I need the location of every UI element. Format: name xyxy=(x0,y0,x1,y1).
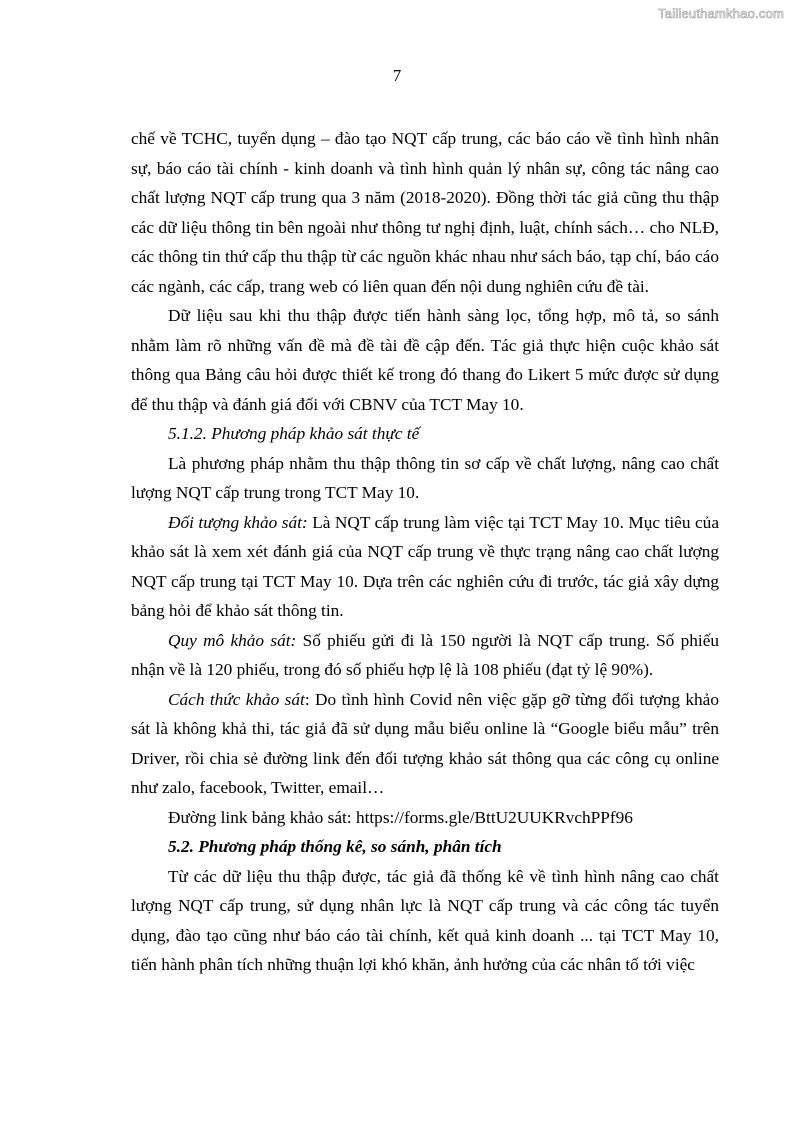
page-number: 7 xyxy=(392,66,402,85)
section-heading-5-1-2: 5.1.2. Phương pháp khảo sát thực tế xyxy=(168,424,420,443)
paragraph-survey-approach xyxy=(131,685,719,803)
survey-approach-label: Cách thức khảo sát xyxy=(168,689,305,709)
survey-subject-text: Là NQT cấp trung làm việc tại TCT May 10. Mục tiêu của khảo sát là xem xét đánh giá của NQT cấp trung về thực trạng nâng cao chất lượng NQT cấp trung tại TCT May 10. Dựa trên các nghiên cứu đi trước, tác giả xây dựng bảng hỏi để khảo sát thông tin. xyxy=(131,512,719,620)
survey-link-label: Đường link bảng khảo sát: xyxy=(168,807,356,827)
survey-approach-text: : Do tình hình Covid nên việc gặp gỡ từng đối tượng khảo sát là không khả thi, tác giả đã sử dụng mẫu biểu online là “Google biểu mẫu” trên Driver, rồi chia sẻ đường link đến đối tượng khảo sát thông qua các công cụ online như zalo, facebook, Twitter, email… xyxy=(131,689,719,797)
paragraph-survey-link xyxy=(131,803,719,833)
survey-scale-label: Quy mô khảo sát: xyxy=(168,630,297,650)
paragraph-survey-method: Là phương pháp nhằm thu thập thông tin sơ cấp về chất lượng, nâng cao chất lượng NQT cấp trung trong TCT May 10. xyxy=(131,453,719,502)
paragraph-survey-scale xyxy=(131,626,719,685)
watermark: Tailieuthamkhao.com xyxy=(658,6,784,21)
section-heading-5-2: 5.2. Phương pháp thống kê, so sánh, phân tích xyxy=(168,837,502,856)
paragraph-continuation: chế về TCHC, tuyển dụng – đào tạo NQT cấp trung, các báo cáo về tình hình nhân sự, báo cáo tài chính - kinh doanh và tình hình quản lý nhân sự, công tác nâng cao chất lượng NQT cấp trung qua 3 năm (2018-2020). Đồng thời tác giả cũng thu thập các dữ liệu thông tin bên ngoài như thông tư nghị định, luật, chính sách… cho NLĐ, các thông tin thứ cấp thu thập từ các nguồn khác nhau như sách báo, tạp chí, báo cáo các ngành, các cấp, trang web có liên quan đến nội dung nghiên cứu đề tài. xyxy=(131,129,719,296)
paragraph-data-processing: Dữ liệu sau khi thu thập được tiến hành sàng lọc, tổng hợp, mô tả, so sánh nhằm làm rõ những vấn đề mà đề tài đề cập đến. Tác giả thực hiện cuộc khảo sát thông qua Bảng câu hỏi được thiết kế trong đó thang đo Likert 5 mức được sử dụng để thu thập và đánh giá đối với CBNV của TCT May 10. xyxy=(131,306,719,414)
survey-link-url[interactable]: https://forms.gle/BttU2UUKRvchPPf96 xyxy=(355,807,633,827)
survey-scale-text: Số phiếu gửi đi là 150 người là NQT cấp trung. Số phiếu nhận về là 120 phiếu, trong đó số phiếu hợp lệ là 108 phiếu (đạt tỷ lệ 90%). xyxy=(131,630,720,679)
paragraph-survey-subject xyxy=(131,508,719,626)
survey-subject-label: Đối tượng khảo sát: xyxy=(168,512,308,532)
paragraph-statistics: Từ các dữ liệu thu thập được, tác giả đã thống kê về tình hình nâng cao chất lượng NQT cấp trung, sử dụng nhân lực là NQT cấp trung và các công tác tuyển dụng, đào tạo cũng như báo cáo tài chính, kết quả kinh doanh ... tại TCT May 10, tiến hành phân tích những thuận lợi khó khăn, ảnh hưởng của các nhân tố tới việc xyxy=(131,866,719,974)
document-body xyxy=(131,124,719,980)
